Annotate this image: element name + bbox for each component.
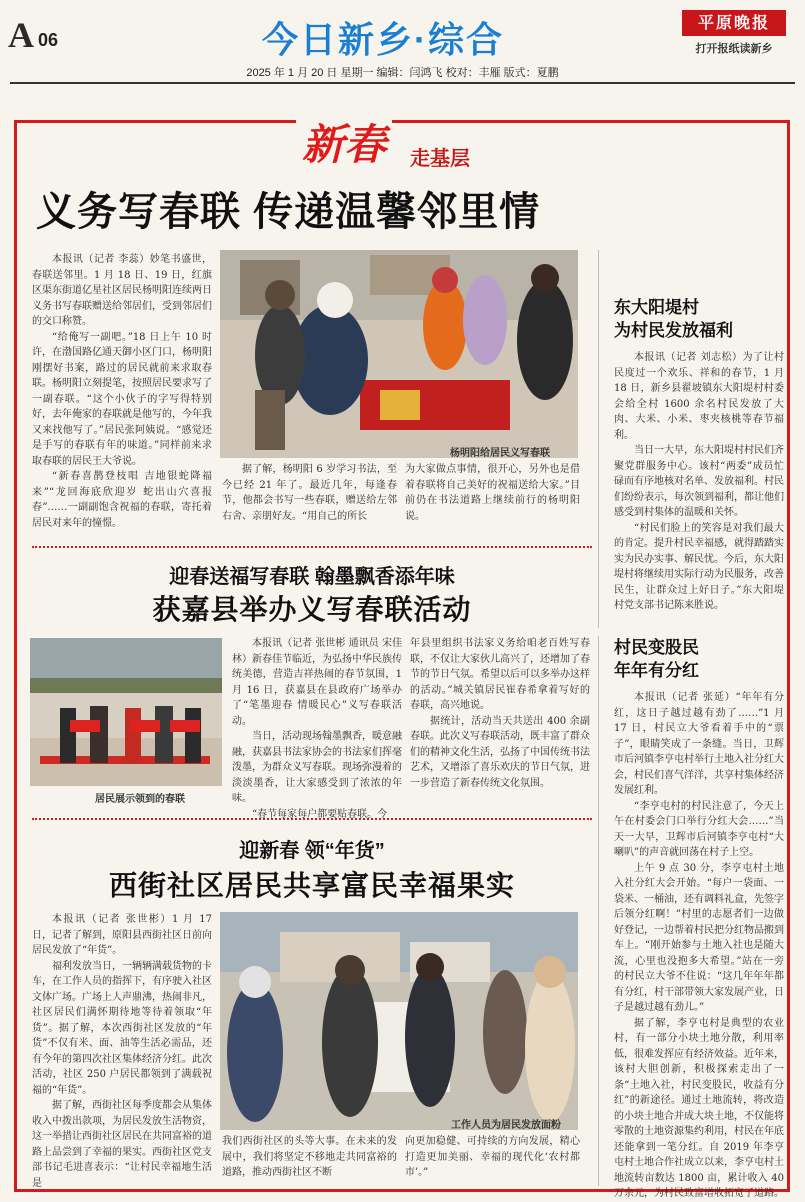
story1-para: “新春喜鹊登枝唱 吉地银蛇降福来”“龙回海底欣迎岁 蛇出山穴喜报春”……一副副饱含祝福的春联，寄托着居民对来年的憧憬。 [32,471,212,529]
column-divider [598,250,599,628]
newspaper-logo: 平原晚报 [682,10,786,36]
side1-title-line2: 为村民发放福利 [614,321,733,340]
story2-photo-caption: 居民展示领到的春联 [95,794,185,805]
side2-title [614,636,784,682]
side2-para: 上午 9 点 30 分，李亨屯村土地入社分红大会开始。“每户一袋面、一袋米、一桶油，还有调料礼盒，先签字后领分红啊！”村里的志愿者们一边做好登记，一边帮着村民把分红物品搬到车上。“刚开始参与土地入社也是随大流，心里也没抱多大希望。”站在一旁的村民立大爷不住说：“这几年年年都有分红，村干部带领大家发展产业，日子是越过越有劲儿。” [614,862,784,1013]
banner-xinchun: 新春 [296,112,392,172]
story2-para: “春节每家每户都要贴春联。今 [252,808,388,820]
side1-para: “村民们脸上的笑容是对我们最大的肯定。提升村民幸福感，就得踏踏实实为民办实事、解民忧。今后，东大阳堤村将继续用实际行动为民服务，改善民生，让群众过上好日子。”东大阳堤村党支部书记陈来胜说。 [614,522,784,611]
side2-para: “李亨屯村的村民注意了，今天上午在村委会门口举行分红大会……”当天一大早，卫辉市后河镇李亨屯村“大喇叭”的声音就回荡在村子上空。 [614,800,784,858]
story3-para: 福利发放当日，一辆辆满载货物的卡车，在工作人员的指挥下，有序驶入社区文体广场。广场上人声鼎沸，热闹非凡，社区居民们满怀期待地等待着领取“年货”。据了解，本次西街社区发放的“年货”不仅有米、面、油等生活必需品，还有今年的第四次社区集体经济分红。此次活动，社区 250 户居民都领到了满载祝福的“年货”。 [32,960,212,1096]
flour-distribution-image [220,912,578,1130]
story3-para: 向更加稳健、可持续的方向发展，精心打造更加美丽、幸福的现代化‘农村都市’。” [405,1136,580,1178]
story1-photo-caption: 杨明阳给居民义写春联 [450,448,550,459]
story2-para: 据统计，活动当天共送出 400 余副春联。此次义写春联活动，既丰富了群众们的精神文化生活，弘扬了中国传统书法艺术，又增添了喜乐欢庆的节日气氛，进一步营造了新春传统文化氛围。 [410,715,590,789]
story3-headline: 西街社区居民共享富民幸福果实 [108,870,515,901]
side1-para: 本报讯（记者 刘志松）为了让村民度过一个欢乐、祥和的春节，1 月 18 日，新乡县翟坡镇东大阳堤村村委会给全村 1600 余名村民发放了大肉、大米、小米、枣夹核桃等春节福利。 [614,352,784,441]
story3-para: 据了解，西街社区每季度都会从集体收入中拨出款项，为居民发放生活物资，这一举措让西街社区居民在共同富裕的道路上品尝到了幸福的果实。西街社区党支部书记毛进喜表示：“让村民幸福地生活是 [32,1100,212,1189]
story2-column-2 [410,636,590,808]
side1-title [614,296,784,342]
page-letter: A [8,15,34,55]
side1-para: 当日一大早，东大阳堤村村民们齐聚党群服务中心。该村“两委”成员忙碌而有序地核对名单、发放福利。村民们纷纷表示，每次领到福利，都让他们感受到村集体的温暖和关怀。 [614,445,784,518]
section-divider [32,818,592,820]
story3-photo-caption: 工作人员为居民发放面粉 [451,1120,561,1131]
story1-photo [220,250,578,458]
dateline: 2025 年 1 月 20 日 星期一 编辑：闫鸿飞 校对：丰雁 版式：夏鹏 [246,67,559,79]
section-divider [32,546,592,548]
story2-para: 本报讯（记者 张世彬 通讯员 宋佳林）新春佳节临近，为弘扬中华民族传统美德，营造吉祥热闹的春节氛围，1 月 16 日，获嘉县在县政府广场举办了“笔墨迎春 情暖民心”义写春联活动。 [232,638,402,727]
story2-column-1 [232,636,402,820]
story2-kicker: 迎春送福写春联 翰墨飘香添年味 [169,566,455,588]
story1-headline: 义务写春联 传递温馨邻里情 [36,190,541,234]
side2-para: 据了解，李亨屯村是典型的农业村，有一部分小块土地分散，利用率低，很难发挥应有经济效益。近年来，该村大胆创新，积极探索走出了一条“土地入社，村民变股民，收益有分红”的新途径。通过土地流转，将改造的小块土地合并成大块土地，不仅能将零散的土地资源集约利用，村民在年底还能拿到一笔分红。自 2019 年李亨屯村土地合作社成立以来，李亨屯村土地流转亩数达 1800 亩，累计收入 40 万余元，为村民致富增收拓宽了道路。 [614,1017,784,1199]
story2-para: 当日，活动现场翰墨飘香，暖意融融，获嘉县书法家协会的书法家们挥毫泼墨，为群众义写春联。现场弥漫着的淡淡墨香，让大家感受到了浓浓的年味。 [232,731,402,804]
side1-title-line1: 东大阳堤村 [614,298,699,317]
story1-para: 据了解，杨明阳 6 岁学习书法，至今已经 21 年了。最近几年，每逢春节，他都会书写一些春联，赠送给左邻右舍、亲朋好友。“用自己的所长 [222,464,397,522]
story3-kicker: 迎新春 领“年货” [239,840,385,862]
story1-para: 为大家做点事情，很开心，另外也是借着春联将自己美好的祝福送给大家。”目前仍在书法道路上继续前行的杨明阳说。 [405,464,580,522]
calligraphy-scene-image [220,250,578,458]
page-number: 06 [38,30,59,50]
story3-column-3 [405,1134,580,1184]
story3-para: 本报讯（记者 张世彬）1 月 17 日，记者了解到，原阳县西街社区日前向居民发放了“年货”。 [32,914,212,956]
story1-column-1 [32,252,212,542]
story2-headline: 获嘉县举办义写春联活动 [152,594,472,625]
banner-subtitle: 走基层 [410,142,476,171]
newspaper-slogan: 打开报纸读新乡 [695,43,773,55]
story1-column-2 [222,462,397,542]
section-title: 今日新乡·综合 [262,19,504,60]
story2-para: 年县里组织书法家义务给咱老百姓写春联，不仅让大家伙儿高兴了，还增加了春节的节日气氛。希望以后可以多举办这样的活动。”城关镇居民崔春希拿着写好的春联，高兴地说。 [410,638,590,711]
story3-para: 我们西街社区的头等大事。在未来的发展中，我们将坚定不移地走共同富裕的道路，推动西街社区不断 [222,1136,397,1178]
story2-photo [30,638,222,786]
story1-para: 本报讯（记者 李蕊）妙笔书盛世，春联送邻里。1 月 18 日、19 日，红旗区渠东街道亿星社区居民杨明阳连续两日义务书写春联赠送给邻居们，受到邻居们的交口称赞。 [32,254,212,327]
side2-body [614,690,784,1199]
side2-title-line1: 村民变股民 [614,638,699,657]
story3-photo [220,912,578,1130]
column-divider [598,636,599,1186]
masthead-rule [10,82,795,84]
side2-para: 本报讯（记者 张延）“年年有分红，这日子越过越有劲了……”1 月 17 日，村民立大爷看着手中的“票子”，眼睛笑成了一条缝。当日，卫辉市后河镇李亨屯村举行土地入社分红大会，村民们喜气洋洋，共享村集体经济发展红利。 [614,692,784,796]
story1-para: “给俺写一副吧。”18 日上午 10 时许，在渤国路亿通天御小区门口，杨明阳刚摆好书案，路过的居民就前来求取春联。杨明阳立刻提笔，按照居民要求写了一副春联。“这个小伙子的字写得特别好，去年俺家的春联就是他写的，今年我又来找他写了。”居民张阿姨说。“感觉还是手写的春联有年的味道。”同样前来求取春联的居民王大爷说。 [32,331,212,467]
story1-column-3 [405,462,580,542]
couplet-display-image [30,638,222,786]
story3-column-2 [222,1134,397,1184]
side1-body [614,350,784,610]
side2-title-line2: 年年有分红 [614,661,699,680]
story3-column-1 [32,912,212,1189]
